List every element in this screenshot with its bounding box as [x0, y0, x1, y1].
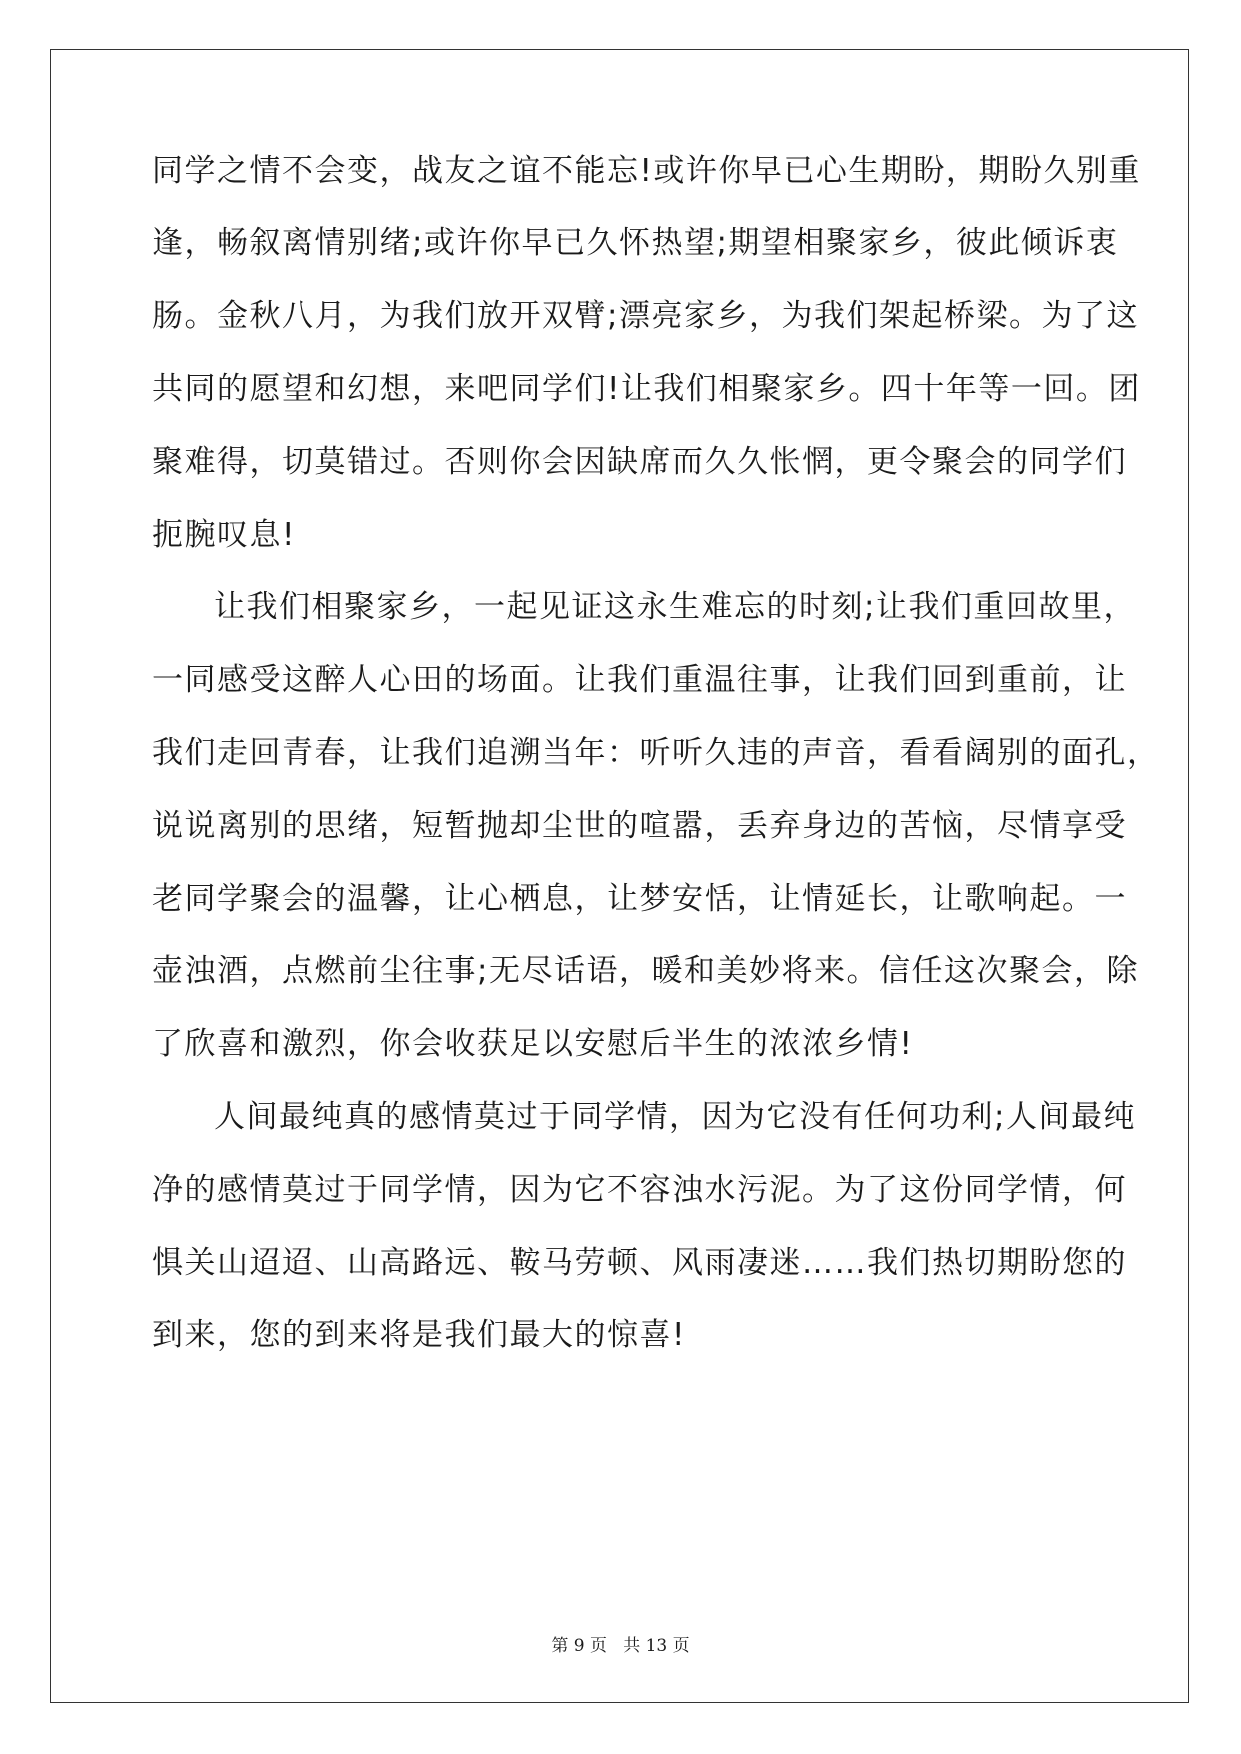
paragraph-2-line-6: 壶浊酒，点燃前尘往事;无尽话语，暖和美妙将来。信任这次聚会，除 [152, 953, 1139, 989]
paragraph-3-line-4: 到来，您的到来将是我们最大的惊喜! [152, 1317, 686, 1353]
paragraph-3-line-2: 净的感情莫过于同学情，因为它不容浊水污泥。为了这份同学情，何 [152, 1172, 1127, 1208]
paragraph-2-line-5: 老同学聚会的温馨，让心栖息，让梦安恬，让情延长，让歌响起。一 [152, 881, 1127, 917]
paragraph-2-line-1: 让我们相聚家乡，一起见证这永生难忘的时刻;让我们重回故里， [214, 589, 1136, 625]
page-number: 第 9 页 [551, 1636, 607, 1656]
paragraph-2-line-7: 了欣喜和激烈，你会收获足以安慰后半生的浓浓乡情! [152, 1026, 914, 1062]
page-footer [0, 1635, 1241, 1657]
paragraph-1-line-2: 逢，畅叙离情别绪;或许你早已久怀热望;期望相聚家乡，彼此倾诉衷 [152, 225, 1119, 261]
paragraph-1-line-4: 共同的愿望和幻想，来吧同学们!让我们相聚家乡。四十年等一回。团 [152, 371, 1141, 407]
page-total: 共 13 页 [623, 1636, 690, 1656]
paragraph-3-line-1: 人间最纯真的感情莫过于同学情，因为它没有任何功利;人间最纯 [214, 1099, 1136, 1135]
paragraph-1-line-3: 肠。金秋八月，为我们放开双臂;漂亮家乡，为我们架起桥梁。为了这 [152, 298, 1139, 334]
paragraph-1-line-5: 聚难得，切莫错过。否则你会因缺席而久久怅惘，更令聚会的同学们 [152, 444, 1127, 480]
paragraph-1-line-1: 同学之情不会变，战友之谊不能忘!或许你早已心生期盼，期盼久别重 [152, 153, 1141, 189]
paragraph-1-line-6: 扼腕叹息! [152, 517, 296, 553]
paragraph-2-line-4: 说说离别的思绪，短暂抛却尘世的喧嚣，丢弃身边的苦恼，尽情享受 [152, 808, 1127, 844]
paragraph-2-line-3: 我们走回青春，让我们追溯当年：听听久违的声音，看看阔别的面孔， [152, 735, 1160, 771]
footer-spacer [607, 1636, 623, 1656]
paragraph-3-line-3: 惧关山迢迢、山高路远、鞍马劳顿、风雨凄迷……我们热切期盼您的 [152, 1245, 1127, 1281]
paragraph-2-line-2: 一同感受这醉人心田的场面。让我们重温往事，让我们回到重前，让 [152, 662, 1127, 698]
